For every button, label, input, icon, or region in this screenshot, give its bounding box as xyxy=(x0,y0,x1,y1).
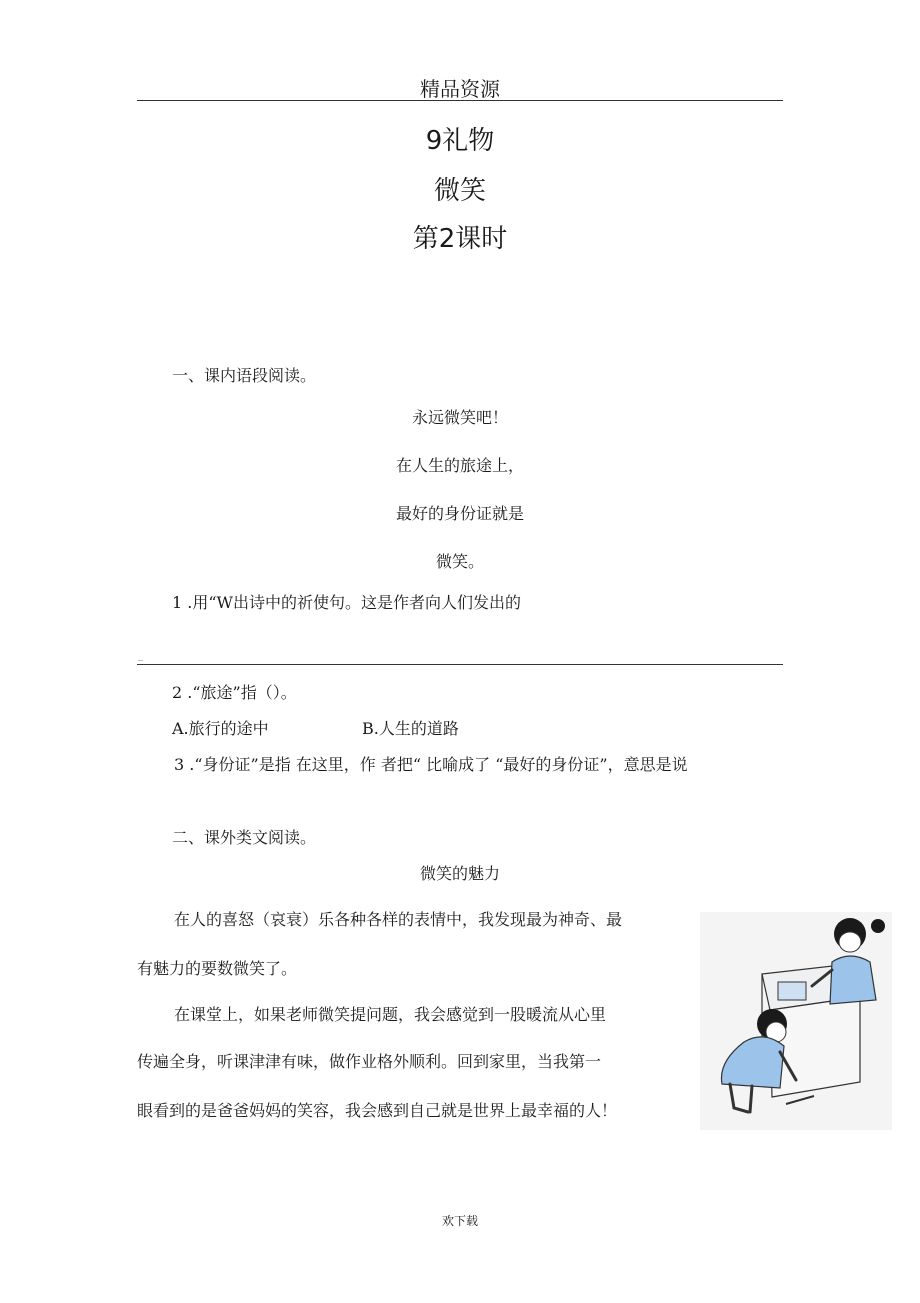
lesson-title: 9礼物 xyxy=(425,126,495,156)
section1-heading: 一、课内语段阅读。 xyxy=(172,366,317,385)
page-header: 精品资源 xyxy=(420,77,500,101)
passage-line: 在人的喜怒（哀衰）乐各种各样的表情中，我发现最为神奇、最 xyxy=(174,910,623,929)
passage-line: 传遍全身，听课津津有味，做作业格外顺利。回到家里，当我第一 xyxy=(137,1052,602,1071)
header-divider xyxy=(137,100,783,101)
poem-line-4: 微笑。 xyxy=(435,552,484,571)
question-1: 1 .用“W出诗中的祈使句。这是作者向人们发出的 xyxy=(172,593,521,612)
section2-heading: 二、课外类文阅读。 xyxy=(172,828,317,847)
lesson-subtitle: 微笑 xyxy=(433,176,486,206)
answer-line xyxy=(137,664,783,665)
question-2: 2 .“旅途”指（）。 xyxy=(172,683,297,702)
page-footer: 欢下载 xyxy=(441,1214,478,1228)
session-title: 第2课时 xyxy=(412,224,508,254)
passage-title: 微笑的魅力 xyxy=(419,864,500,883)
q2-option-b: B.人生的道路 xyxy=(362,719,459,738)
poem-line-3: 最好的身份证就是 xyxy=(395,504,524,523)
children-illustration xyxy=(700,912,892,1130)
passage-line: 有魅力的要数微笑了。 xyxy=(137,959,298,978)
poem-line-2: 在人生的旅途上， xyxy=(395,456,524,475)
question-3: 3 .“身份证”是指 在这里，作 者把“ 比喻成了 “最好的身份证”，意思是说 xyxy=(174,755,688,774)
q2-option-a: A.旅行的途中 xyxy=(172,719,269,738)
passage-line: 在课堂上，如果老师微笑提问题，我会感觉到一股暖流从心里 xyxy=(174,1005,607,1024)
answer-blank: _ xyxy=(138,650,143,661)
passage-line: 眼看到的是爸爸妈妈的笑容，我会感到自己就是世界上最幸福的人！ xyxy=(137,1101,618,1120)
poem-line-1: 永远微笑吧！ xyxy=(411,408,508,427)
